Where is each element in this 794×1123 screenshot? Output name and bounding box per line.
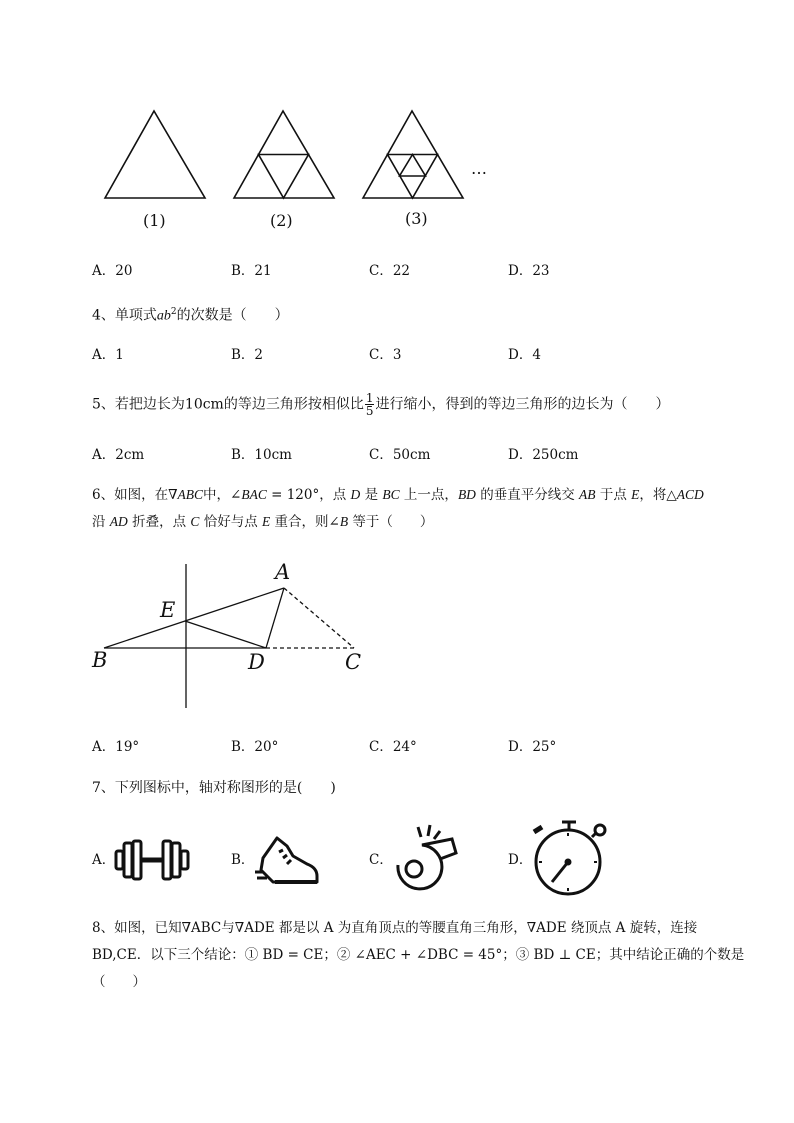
q5-suffix: 进行缩小，得到的等边三角形的边长为（ ） <box>375 396 670 413</box>
triangle-2-inner <box>259 155 309 199</box>
figure-label-2: (2) <box>270 211 293 230</box>
q7-stem: 7、下列图标中，轴对称图形的是( ) <box>92 780 336 796</box>
q6-stem-line1: 6、如图，在∇ABC中，∠BAC = 120°，点 D 是 BC 上一点，BD 的垂直平分线交 AB 于点 E，将△ACD <box>92 487 704 503</box>
whistle-icon <box>390 823 460 893</box>
q5-stem <box>92 392 669 417</box>
q4-expr: ab <box>156 308 171 324</box>
stopwatch-icon <box>528 818 612 898</box>
q3-option-b: B．21 <box>231 263 272 279</box>
q5-denominator: 5 <box>365 404 374 418</box>
dumbbell-icon <box>114 837 190 883</box>
running-shoe-icon <box>253 832 321 888</box>
segment-ed <box>185 621 266 648</box>
q6-option-d: D．25° <box>508 739 557 755</box>
q6-stem-line2: 沿 AD 折叠，点 C 恰好与点 E 重合，则∠B 等于（ ） <box>92 514 434 530</box>
q4-exponent: 2 <box>170 307 177 317</box>
q4-option-b: B．2 <box>231 347 264 363</box>
q6-option-b: B．20° <box>231 739 279 755</box>
q5-prefix: 5、若把边长为10cm的等边三角形按相似比 <box>92 396 364 413</box>
figure-label-1: (1) <box>143 211 166 230</box>
q8-stem-line3: （ ） <box>92 974 146 990</box>
q4-stem <box>92 302 289 327</box>
triangle-3-inner2 <box>400 155 426 177</box>
point-label-b: B <box>92 648 108 672</box>
q5-fraction <box>365 392 375 417</box>
q6-option-a: A．19° <box>92 739 140 755</box>
triangle-sequence-figure <box>95 105 515 240</box>
segment-ac <box>284 588 354 648</box>
q7-option-b: B． <box>231 852 255 868</box>
q4-option-a: A．1 <box>92 347 124 363</box>
q6-geometry-figure <box>88 558 378 713</box>
q8-stem-line2: BD,CE．以下三个结论：① BD = CE；② ∠AEC + ∠DBC = 45°；③ BD ⊥ CE；其中结论正确的个数是 <box>92 947 745 963</box>
q3-option-c: C．22 <box>369 263 411 279</box>
q5-option-d: D．250cm <box>508 447 579 463</box>
point-label-c: C <box>345 650 362 674</box>
q6-geometry-svg <box>88 558 378 713</box>
ellipsis: … <box>471 159 487 178</box>
q5-option-b: B．10cm <box>231 447 292 463</box>
figure-label-3: (3) <box>405 209 428 228</box>
segment-ad <box>266 588 284 648</box>
q5-option-a: A．2cm <box>92 447 145 463</box>
q4-suffix: 的次数是（ ） <box>176 307 289 324</box>
q3-option-d: D．23 <box>508 263 550 279</box>
point-label-d: D <box>248 650 265 674</box>
q7-option-a: A． <box>92 852 116 868</box>
q7-option-d: D． <box>508 852 533 868</box>
q8-stem-line1: 8、如图，已知∇ABC与∇ADE 都是以 A 为直角顶点的等腰直角三角形，∇ADE 绕顶点 A 旋转，连接 <box>92 920 698 936</box>
point-label-e: E <box>160 598 176 622</box>
q5-option-c: C．50cm <box>369 447 431 463</box>
q4-option-d: D．4 <box>508 347 541 363</box>
q4-option-c: C．3 <box>369 347 402 363</box>
q4-prefix: 4、单项式 <box>92 307 157 324</box>
point-label-a: A <box>275 560 291 584</box>
triangle-1 <box>105 111 205 198</box>
segment-ba <box>104 588 284 648</box>
q7-option-c: C． <box>369 852 393 868</box>
q3-option-a: A．20 <box>92 263 133 279</box>
q5-numerator: 1 <box>365 391 374 405</box>
q6-option-c: C．24° <box>369 739 417 755</box>
